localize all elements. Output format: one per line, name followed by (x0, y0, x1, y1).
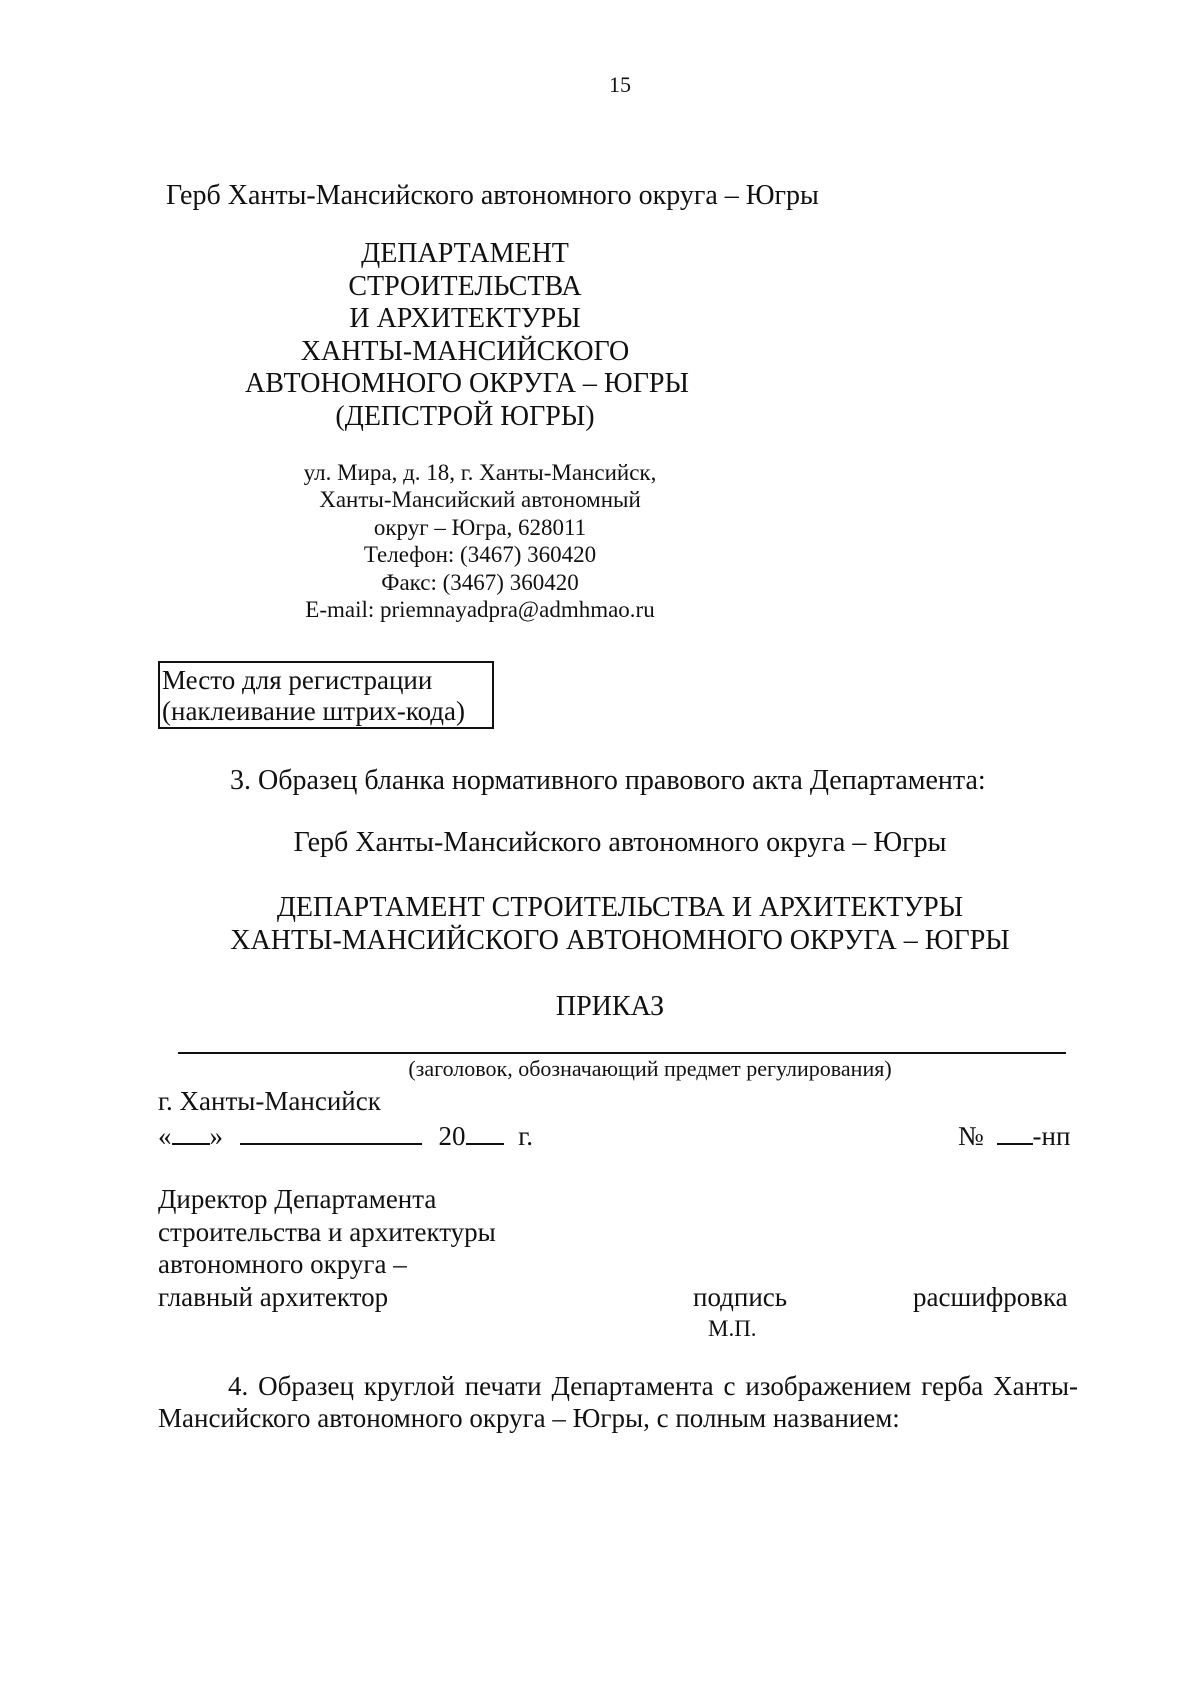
coat-of-arms-label: Герб Ханты-Мансийского автономного округа – Югры (166, 180, 819, 211)
department-name-line: ХАНТЫ-МАНСИЙСКОГО АВТОНОМНОГО ОКРУГА – ЮГРЫ (230, 925, 1010, 956)
section-4-text: 4. Образец круглой печати Департамента с изображением герба Ханты-Мансийского автономного округа – Югры, с полным названием: (158, 1371, 1078, 1433)
number-suffix: -нп (1032, 1121, 1071, 1151)
seal-label: М.П. (708, 1316, 757, 1341)
section-3-heading: 3. Образец бланка нормативного правового акта Департамента: (230, 765, 986, 796)
department-name-line: АВТОНОМНОГО ОКРУГА – ЮГРЫ (245, 368, 689, 399)
section-4-paragraph (158, 1370, 1078, 1434)
date-open-quote: « (158, 1121, 172, 1151)
coat-of-arms-label-2: Герб Ханты-Мансийского автономного округа – Югры (293, 827, 947, 858)
signatory-line: автономного округа – (158, 1249, 407, 1279)
address-block (260, 459, 700, 623)
department-name-line: ДЕПАРТАМЕНТ (361, 238, 569, 269)
address-line: Телефон: (3467) 360420 (363, 542, 597, 568)
address-line: ул. Мира, д. 18, г. Ханты-Мансийск, (303, 460, 657, 485)
department-name-line: (ДЕПСТРОЙ ЮГРЫ) (335, 400, 595, 432)
title-underline (178, 1052, 1066, 1054)
department-name-line: И АРХИТЕКТУРЫ (349, 303, 581, 334)
month-blank (240, 1121, 422, 1145)
year-prefix: 20 (438, 1121, 466, 1151)
number-blank (997, 1121, 1033, 1145)
address-line: E-mail: priemnayadpra@admhmao.ru (305, 597, 655, 623)
department-name-block (245, 238, 689, 433)
signatory-line: Директор Департамента (158, 1184, 437, 1214)
address-line: округ – Югра, 628011 (373, 514, 587, 540)
year-suffix: г. (518, 1121, 534, 1151)
date-line (158, 1120, 533, 1152)
signatory-block (158, 1183, 496, 1313)
day-blank (172, 1121, 210, 1145)
number-line (958, 1120, 1070, 1152)
address-line: Факс: (3467) 360420 (381, 569, 579, 595)
decoding-label: расшифровка (913, 1282, 1068, 1312)
year-blank (466, 1121, 504, 1145)
registration-box-line: Место для регистрации (162, 665, 433, 695)
department-name-line: ХАНТЫ-МАНСИЙСКОГО (300, 335, 630, 367)
document-type: ПРИКАЗ (555, 991, 665, 1022)
page-number: 15 (609, 72, 631, 97)
number-sign: № (958, 1121, 984, 1151)
department-name-block-2 (180, 891, 1060, 957)
registration-box-line: (наклеивание штрих-кода) (162, 696, 465, 726)
city-label: г. Ханты-Мансийск (158, 1086, 381, 1116)
department-name-line: СТРОИТЕЛЬСТВА (348, 270, 582, 302)
department-name-line: ДЕПАРТАМЕНТ СТРОИТЕЛЬСТВА И АРХИТЕКТУРЫ (276, 892, 964, 923)
address-line: Ханты-Мансийский автономный (319, 487, 641, 513)
date-close-quote: » (209, 1121, 223, 1151)
signature-label: подпись (693, 1282, 788, 1312)
title-caption: (заголовок, обозначающий предмет регулирования) (408, 1056, 892, 1081)
registration-box (158, 661, 494, 729)
signatory-line: главный архитектор (158, 1281, 389, 1312)
signatory-line: строительства и архитектуры (158, 1216, 496, 1247)
